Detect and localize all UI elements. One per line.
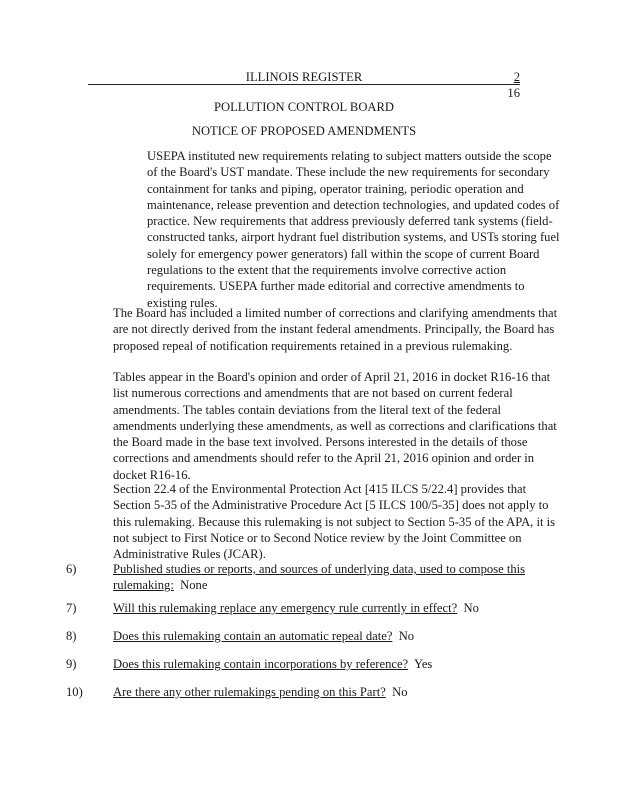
item-answer: No (385, 685, 408, 699)
paragraph-line: proposed repeal of notification requirements retained in a previous rulemaking. (113, 338, 513, 353)
item-answer: Yes (408, 657, 433, 671)
usepa-paragraph (147, 148, 560, 311)
section-paragraph (113, 481, 555, 562)
paragraph-line: the Board made in the base text involved. Persons interested in the details of those (113, 435, 528, 450)
notice-type: NOTICE OF PROPOSED AMENDMENTS (191, 124, 417, 138)
item-number: 9) (66, 657, 77, 671)
item-answer: No (457, 601, 479, 615)
paragraph-line: docket R16-16. (113, 467, 191, 482)
item-answer: No (392, 629, 415, 643)
item-number: 8) (66, 629, 77, 643)
item-number: 10) (66, 685, 83, 699)
paragraph-line: this rulemaking. Because this rulemaking is not subject to Section 5-35 of the APA, it is (113, 514, 556, 529)
item-number: 6) (66, 562, 77, 576)
item-question: Published studies or reports, and sources of underlying data, used to compose this (113, 562, 526, 576)
item-number: 7) (66, 601, 77, 615)
paragraph-line: containment for tanks and piping, operator training, periodic operation and (147, 181, 524, 196)
paragraph-line: amendments underlying these amendments, as well as corrections and clarifications that (113, 418, 557, 433)
volume-number: 16 (507, 86, 520, 100)
paragraph-line: USEPA instituted new requirements relating to subject matters outside the scope (147, 149, 552, 163)
paragraph-line: Tables appear in the Board's opinion and order of April 21, 2016 in docket R16-16 that (113, 370, 551, 384)
paragraph-line: of the Board's UST mandate. These include the new requirements for secondary (147, 165, 550, 180)
item-question: Will this rulemaking replace any emergency rule currently in effect? (113, 601, 458, 615)
item-question: Does this rulemaking contain incorporations by reference? (113, 657, 409, 671)
paragraph-line: existing rules. (147, 295, 218, 310)
paragraph-line: regulations to the extent that the requirements involve corrective action (147, 263, 507, 278)
paragraph-line: amendments. The tables contain deviations from the literal text of the federal (113, 402, 501, 417)
paragraph-line: Section 22.4 of the Environmental Protection Act [415 ILCS 5/22.4] provides that (113, 482, 527, 496)
paragraph-line: corrections and amendments should refer to the April 21, 2016 opinion and order in (113, 451, 535, 466)
paragraph-line: not subject to First Notice or to Second Notice review by the Joint Committee on (113, 530, 522, 545)
paragraph-line: are not directly derived from the instant federal amendments. Principally, the Board has (113, 322, 555, 337)
paragraph-line: solely for emergency power generators) fall within the scope of current Board (147, 246, 540, 261)
paragraph-line: constructed tanks, airport hydrant fuel distribution systems, and USTs storing fuel (147, 230, 560, 245)
paragraph-line: requirements. USEPA further made editorial and corrective amendments to (147, 279, 525, 294)
item-question: Does this rulemaking contain an automatic repeal date? (113, 629, 393, 643)
item-answer: None (173, 578, 208, 593)
tables-paragraph (113, 369, 557, 483)
item-question: rulemaking: (113, 578, 174, 593)
page-number: 2 (513, 70, 520, 84)
paragraph-line: maintenance, release prevention and detection technologies, and updated codes of (147, 197, 560, 212)
item-question: Are there any other rulemakings pending on this Part? (113, 685, 386, 699)
paragraph-line: Section 5-35 of the Administrative Procedure Act [5 ILCS 100/5-35] does not apply to (113, 498, 549, 513)
paragraph-line: practice. New requirements that address previously deferred tank systems (field- (147, 214, 553, 229)
agency-title: POLLUTION CONTROL BOARD (213, 100, 395, 114)
corrections-paragraph (113, 305, 557, 354)
register-title: ILLINOIS REGISTER (245, 70, 363, 84)
paragraph-line: The Board has included a limited number of corrections and clarifying amendments that (113, 306, 558, 320)
paragraph-line: list numerous corrections and amendments that are not based on current federal (113, 386, 513, 401)
paragraph-line: Administrative Rules (JCAR). (113, 547, 266, 562)
